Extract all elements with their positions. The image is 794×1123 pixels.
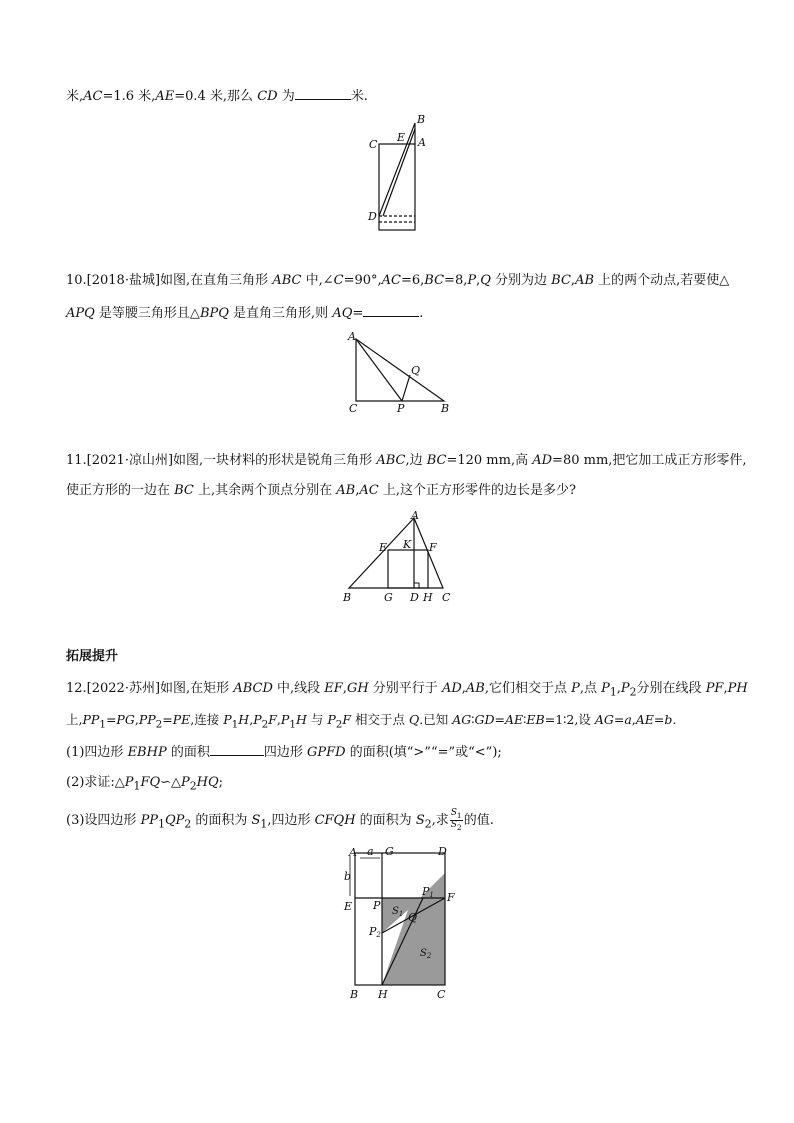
- text: BC: [551, 273, 571, 288]
- text: ,: [134, 712, 139, 727]
- text: 1: [260, 817, 268, 831]
- text: ,: [342, 681, 347, 696]
- text: (3)设四边形: [66, 812, 141, 828]
- text: =1∶2,设: [544, 712, 595, 727]
- text: AC: [359, 483, 379, 498]
- text: 中,∠: [301, 273, 334, 288]
- text: ,点: [579, 681, 602, 696]
- answer-blank[interactable]: [210, 744, 264, 756]
- label-d: D: [410, 591, 419, 604]
- text: PG: [116, 712, 135, 727]
- label-h: H: [423, 591, 433, 604]
- text: ;: [218, 775, 224, 790]
- text: =: [653, 712, 665, 727]
- text: ,: [616, 681, 621, 696]
- text: ∶: [523, 712, 527, 727]
- text: 上,其余两个顶点分别在: [193, 483, 337, 498]
- text: ABCD: [233, 681, 273, 696]
- q11-line-2: [66, 483, 576, 499]
- text: 1: [456, 810, 462, 820]
- text: EBHP: [127, 745, 167, 760]
- label-s1: $S_1$: [392, 906, 404, 918]
- text: PF: [705, 681, 724, 696]
- text: P: [467, 273, 477, 288]
- text: CD: [257, 89, 278, 104]
- text: S: [251, 812, 261, 828]
- text: P: [280, 712, 290, 727]
- text: 2: [261, 718, 269, 731]
- q12-line-1: [66, 681, 748, 701]
- text: =120 mm,高: [446, 453, 533, 468]
- right-angle-mark: [414, 583, 419, 588]
- text: HQ: [196, 775, 219, 790]
- label-p2: P2: [369, 925, 381, 939]
- text: Q: [409, 712, 420, 727]
- text: ,: [355, 483, 360, 498]
- label-dim-b: b: [344, 870, 352, 883]
- text: ∽△: [160, 775, 182, 790]
- text: =8,: [444, 273, 468, 288]
- text: AG: [452, 712, 472, 727]
- text: 的面积: [166, 745, 210, 760]
- text: 使正方形的一边在: [66, 483, 175, 498]
- section-heading: 拓展提升: [66, 649, 119, 664]
- text: S: [450, 819, 457, 830]
- text: 米,: [66, 89, 84, 104]
- label-f: F: [429, 541, 437, 554]
- text: 1: [609, 685, 617, 699]
- text: =: [352, 306, 364, 321]
- text: P: [181, 775, 190, 790]
- text: ,: [476, 273, 481, 288]
- text: 2: [629, 685, 637, 699]
- text: 是直角三角形,则: [228, 306, 333, 321]
- text: .: [672, 712, 677, 727]
- label-g: G: [385, 845, 394, 858]
- text: 与: [306, 712, 328, 727]
- label-b: B: [343, 591, 352, 604]
- label-p1: P1: [422, 885, 434, 899]
- text: AC: [83, 89, 103, 104]
- q9-figure: [360, 112, 430, 234]
- text: 2: [456, 822, 462, 832]
- text: P: [620, 681, 630, 696]
- label-p: P: [397, 402, 405, 415]
- text: 2: [189, 779, 197, 793]
- label-c: C: [349, 402, 358, 415]
- label-h: H: [378, 988, 388, 1001]
- label-a: A: [418, 136, 426, 149]
- text: =80 mm,把它加工成正方形零件,: [552, 453, 747, 468]
- label-b: B: [417, 113, 426, 126]
- text: 上,这个正方形零件的边长是多少?: [378, 483, 576, 498]
- text: 的值.: [463, 812, 494, 828]
- text: P: [601, 681, 610, 696]
- text: =: [494, 712, 505, 727]
- text: AD: [441, 681, 462, 696]
- text: AB: [336, 483, 356, 498]
- text: AE: [635, 712, 654, 727]
- answer-blank[interactable]: [295, 88, 351, 100]
- text: GH: [346, 681, 369, 696]
- text: AB: [465, 681, 485, 696]
- text: =: [613, 712, 625, 727]
- text: =: [105, 712, 117, 727]
- text: PP: [138, 712, 156, 727]
- q12-sub-2: [66, 775, 223, 795]
- text: =6,: [401, 273, 425, 288]
- text: AC: [381, 273, 401, 288]
- text: 上,: [66, 712, 83, 727]
- label-q: Q: [408, 911, 418, 924]
- q12-sub-1: [66, 744, 502, 761]
- text: APQ: [66, 306, 95, 321]
- label-d: D: [368, 210, 377, 223]
- segment-ap: [356, 339, 402, 401]
- text: Q: [480, 273, 491, 288]
- text: 分别在线段: [636, 681, 706, 696]
- text: b: [664, 712, 673, 727]
- text: ,: [276, 712, 281, 727]
- text: =: [162, 712, 173, 727]
- text: EF: [324, 681, 343, 696]
- text: P: [223, 712, 232, 727]
- label-f: F: [447, 891, 455, 904]
- text: S: [415, 812, 425, 828]
- text: =0.4 米,那么: [174, 89, 258, 104]
- text: =1.6 米,: [102, 89, 156, 104]
- text: H: [238, 712, 250, 727]
- q12-sub-3: [66, 809, 494, 832]
- q10-figure: [345, 330, 455, 416]
- text: 11.[2021·凉山州]如图,一块材料的形状是锐角三角形: [66, 453, 377, 468]
- label-a: A: [348, 330, 356, 343]
- text: P: [327, 712, 336, 727]
- text: ,: [249, 712, 254, 727]
- text: 的面积(填“>”“=”或“<”);: [345, 745, 502, 760]
- q9-text-line: [66, 88, 368, 105]
- text: 2: [184, 817, 192, 831]
- text: 的面积为: [191, 812, 252, 828]
- text: AQ: [332, 306, 353, 321]
- text: BC: [426, 453, 447, 468]
- label-c: C: [442, 591, 451, 604]
- label-b: B: [441, 402, 450, 415]
- text: C: [333, 273, 344, 288]
- text: 上的两个动点,若要使△: [594, 273, 730, 288]
- label-g: G: [384, 591, 393, 604]
- text: ,求: [431, 812, 449, 828]
- text: 的面积为: [355, 812, 416, 828]
- label-a: A: [411, 509, 419, 522]
- text: 米.: [350, 89, 368, 104]
- text: AE: [155, 89, 175, 104]
- text: QP: [164, 812, 185, 828]
- q12-line-2: [66, 712, 676, 733]
- text: .已知: [419, 712, 453, 727]
- label-k: K: [403, 538, 412, 551]
- text: (1)四边形: [66, 745, 128, 760]
- text: 1: [158, 817, 165, 831]
- label-d: D: [438, 845, 447, 858]
- text: 是等腰三角形且△: [94, 306, 200, 321]
- text: ABC: [376, 453, 406, 468]
- text: 1: [133, 779, 141, 793]
- label-a: A: [349, 846, 357, 859]
- text: GD: [474, 712, 495, 727]
- text: ,: [461, 681, 466, 696]
- text: F: [342, 712, 352, 727]
- text: AE: [504, 712, 524, 727]
- text: 2: [155, 718, 163, 731]
- text: H: [295, 712, 307, 727]
- text: ,它们相交于点: [484, 681, 572, 696]
- fraction-s1-over-s2: [450, 809, 463, 832]
- column-rect: [379, 144, 415, 230]
- segment-pq: [402, 375, 410, 401]
- text: BC: [174, 483, 194, 498]
- text: AG: [594, 712, 614, 727]
- label-p: P: [373, 899, 381, 912]
- label-q: Q: [411, 364, 421, 377]
- text: ,: [723, 681, 728, 696]
- triangle-abc: [356, 339, 444, 401]
- text: P: [253, 712, 262, 727]
- text: ∶: [471, 712, 475, 727]
- text: (2)求证:△: [66, 775, 125, 790]
- q10-line-1: [66, 273, 729, 289]
- text: PH: [727, 681, 748, 696]
- text: 1: [231, 718, 239, 731]
- label-e: E: [379, 541, 388, 554]
- label-e: E: [397, 131, 406, 144]
- text: a: [624, 712, 632, 727]
- text: 2: [335, 718, 343, 731]
- label-c: C: [437, 988, 446, 1001]
- text: BPQ: [199, 306, 229, 321]
- label-s2: $S_2$: [420, 948, 432, 960]
- text: ,边: [405, 453, 427, 468]
- text: AD: [532, 453, 553, 468]
- q10-line-2: [66, 305, 423, 322]
- label-e: E: [344, 900, 353, 913]
- text: EB: [526, 712, 545, 727]
- text: PP: [140, 812, 159, 828]
- text: 1: [99, 718, 106, 731]
- text: 相交于点: [351, 712, 409, 727]
- text: 分别平行于: [368, 681, 442, 696]
- text: ,四边形: [267, 812, 315, 828]
- text: FQ: [140, 775, 161, 790]
- label-c: C: [369, 138, 378, 151]
- text: ,连接: [190, 712, 224, 727]
- text: 1: [289, 718, 296, 731]
- text: 2: [424, 817, 432, 831]
- answer-blank[interactable]: [363, 305, 419, 317]
- q11-figure: [338, 510, 458, 605]
- square-efhg: [388, 550, 428, 588]
- q11-line-1: [66, 453, 747, 469]
- text: CFQH: [314, 812, 356, 828]
- text: 中,线段: [272, 681, 325, 696]
- text: .: [419, 306, 424, 321]
- text: ,: [570, 273, 576, 288]
- text: 为: [277, 89, 295, 104]
- label-dim-a: a: [367, 845, 374, 858]
- text: 10.[2018·盐城]如图,在直角三角形: [66, 273, 273, 288]
- text: 12.[2022·苏州]如图,在矩形: [66, 681, 234, 696]
- text: PE: [172, 712, 191, 727]
- text: PP: [82, 712, 100, 727]
- text: 分别为边: [490, 273, 552, 288]
- text: =90°,: [343, 273, 382, 288]
- text: F: [268, 712, 277, 727]
- text: P: [571, 681, 580, 696]
- text: 四边形: [263, 745, 307, 760]
- text: AB: [575, 273, 595, 288]
- text: P: [124, 775, 134, 790]
- text: ABC: [272, 273, 302, 288]
- label-b: B: [350, 988, 359, 1001]
- text: GPFD: [306, 745, 346, 760]
- text: ,: [631, 712, 636, 727]
- q12-figure: [340, 838, 465, 1003]
- text: BC: [424, 273, 445, 288]
- text: S: [450, 808, 457, 818]
